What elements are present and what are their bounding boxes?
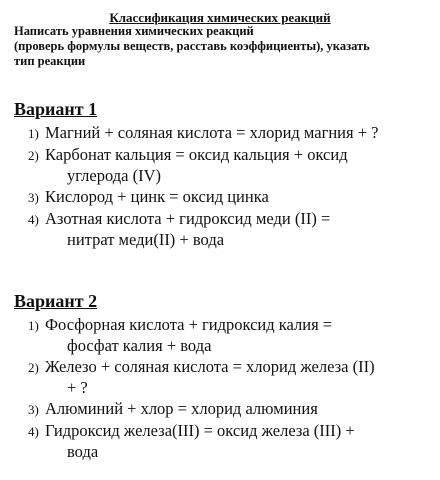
task-line: фосфат калия + вода [67,336,212,355]
task-number: 1) [28,126,39,141]
task-number: 2) [28,360,39,375]
task-line: углерода (IV) [67,166,162,185]
task-line: Азотная кислота + гидроксид меди (II) = [45,209,331,228]
instruction-line: Написать уравнения химических реакций [14,24,254,38]
task-item [28,122,436,144]
task-text [45,208,436,250]
instruction-line: тип реакции [14,54,86,68]
task-number: 3) [28,402,39,417]
task-item [28,208,436,250]
task-text [45,356,436,398]
task-item [28,314,436,356]
variant-2-heading: Вариант 2 [14,291,98,311]
task-number: 1) [28,318,39,333]
variant-1-heading: Вариант 1 [14,99,98,119]
task-item [28,420,436,462]
task-text [45,186,436,208]
task-number: 3) [28,190,39,205]
task-line: Гидроксид железа(III) = оксид железа (III) + [45,421,355,440]
task-line: Магний + соляная кислота = хлорид магния + ? [45,123,379,142]
variant-1-list [28,122,436,250]
worksheet-title: Классификация химических реакций [109,10,331,25]
task-text [45,314,436,356]
task-text [45,144,436,186]
instructions [14,24,434,69]
task-number: 4) [28,424,39,439]
task-line: нитрат меди(II) + вода [67,230,225,249]
task-line: Кислород + цинк = оксид цинка [45,187,269,206]
task-number: 2) [28,148,39,163]
task-line: Алюминий + хлор = хлорид алюминия [45,399,318,418]
task-item [28,186,436,208]
task-line: + ? [67,378,88,397]
task-text [45,420,436,462]
variant-2-list [28,314,436,462]
task-item [28,144,436,186]
task-number: 4) [28,212,39,227]
task-line: Фосфорная кислота + гидроксид калия = [45,315,333,334]
task-line: Железо + соляная кислота = хлорид железа (II) [45,357,375,376]
task-item [28,356,436,398]
instruction-line: (проверь формулы веществ, расставь коэффициенты), указать [14,39,370,53]
task-item [28,398,436,420]
task-line: Карбонат кальция = оксид кальция + оксид [45,145,348,164]
task-text [45,398,436,420]
task-line: вода [67,442,99,461]
task-text [45,122,436,144]
